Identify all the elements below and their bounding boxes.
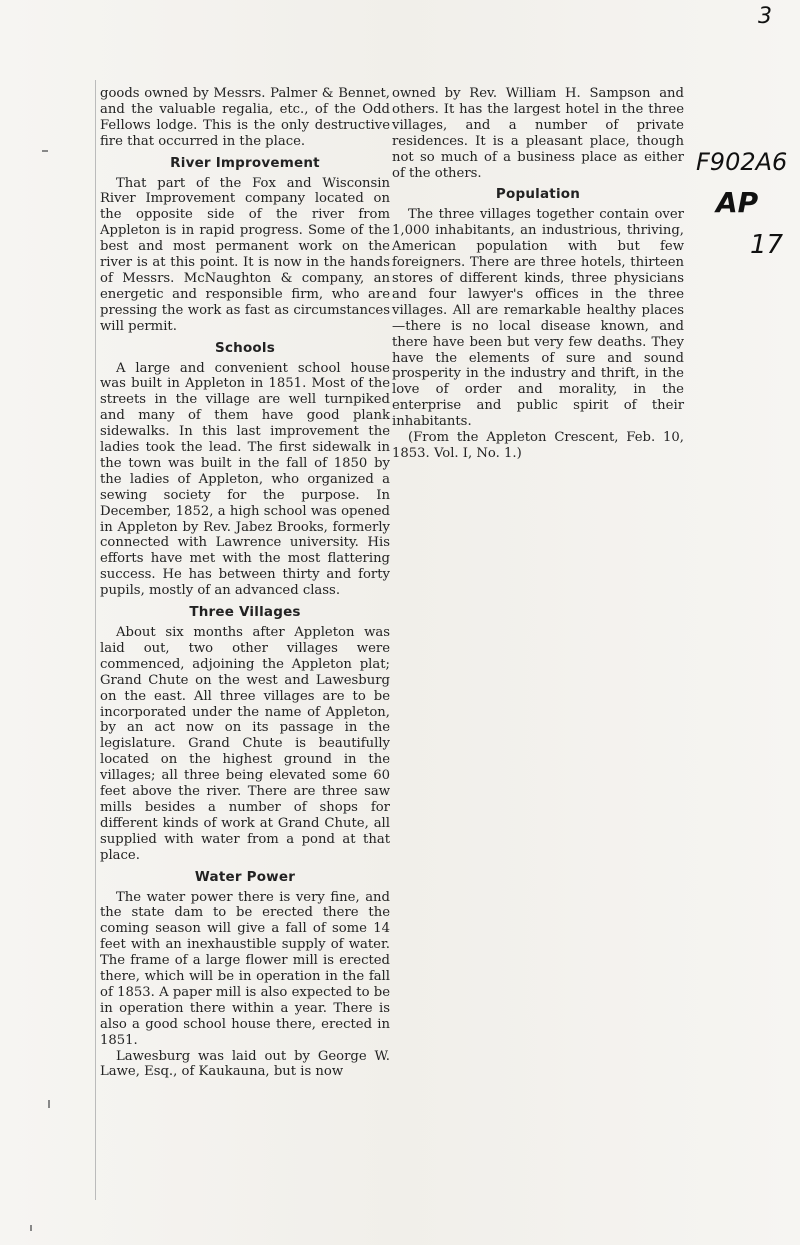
source-citation: (From the Appleton Crescent, Feb. 10, 1853. Vol. I, No. 1.) bbox=[392, 430, 684, 461]
scan-speck bbox=[42, 150, 48, 152]
paragraph-water: The water power there is very fine, and the state dam to be erected there the coming season will give a fall of some 14 feet with an inexhaustible supply of water. The frame of a large flower mill is erected there, which will be in operation in the fall of 1853. A paper mill is also expected to be in operation there within a year. There is also a good school house there, erected in 1851. bbox=[100, 889, 390, 1048]
paragraph-fire: goods owned by Messrs. Palmer & Bennet, and the valuable regalia, etc., of the Odd Fellows lodge. This is the only destructive fire that occurred in the place. bbox=[100, 86, 390, 149]
right-column bbox=[392, 86, 684, 462]
paragraph-sampson: owned by Rev. William H. Sampson and others. It has the largest hotel in the three villages, and a number of private residences. It is a pleasant place, though not so much of a business place as either of the others. bbox=[392, 86, 684, 181]
scan-speck bbox=[30, 1225, 32, 1231]
column-edge-line bbox=[95, 80, 96, 1200]
handwritten-ap: AP bbox=[716, 186, 759, 219]
scan-speck bbox=[48, 1100, 50, 1108]
handwritten-code: F902A6 bbox=[696, 148, 788, 176]
left-column bbox=[100, 86, 390, 1080]
handwritten-number: 17 bbox=[750, 230, 784, 260]
heading-three-villages: Three Villages bbox=[189, 604, 301, 621]
paragraph-villages: About six months after Appleton was laid out, two other villages were commenced, adjoining the Appleton plat; Grand Chute on the west and Lawesburg on the east. All three villages are to be incorporated under the name of Appleton, by an act now on its passage in the legislature. Grand Chute is beautifully located on the highest ground in the villages; all three being elevated some 60 feet above the river. There are three saw mills besides a number of shops for different kinds of work at Grand Chute, all supplied with water from a pond at that place. bbox=[100, 625, 390, 863]
paragraph-population: The three villages together contain over 1,000 inhabitants, an industrious, thriving, American population with but few foreigners. There are three hotels, thirteen stores of different kinds, three physicians and four lawyer's offices in the three villages. All are remarkable healthy places—there is no local disease known, and there have been but very few deaths. They have the elements of sure and sound prosperity in the industry and thrift, in the love of order and morality, in the enterprise and public spirit of their inhabitants. bbox=[392, 207, 684, 430]
paragraph-river: That part of the Fox and Wisconsin River Improvement company located on the opposite side of the river from Appleton is in rapid progress. Some of the best and most permanent work on the river is at this point. It is now in the hands of Messrs. McNaughton & company, an energetic and responsible firm, who are pressing the work as fast as circumstances will permit. bbox=[100, 175, 390, 334]
heading-population: Population bbox=[495, 186, 581, 203]
handwritten-page-number: 3 bbox=[758, 4, 772, 29]
heading-water-power: Water Power bbox=[194, 868, 296, 885]
heading-river-improvement: River Improvement bbox=[170, 154, 320, 171]
heading-schools: Schools bbox=[215, 339, 275, 356]
paragraph-lawesburg: Lawesburg was laid out by George W. Lawe, Esq., of Kaukauna, but is now bbox=[100, 1048, 390, 1080]
paragraph-schools: A large and convenient school house was built in Appleton in 1851. Most of the streets in the village are well turnpiked and many of them have good plank sidewalks. In this last improvement the ladies took the lead. The first sidewalk in the town was built in the fall of 1850 by the ladies of Appleton, who organized a sewing society for the purpose. In December, 1852, a high school was opened in Appleton by Rev. Jabez Brooks, formerly connected with Lawrence university. His efforts have met with the most flattering success. He has between thirty and forty pupils, mostly of an advanced class. bbox=[100, 360, 390, 599]
